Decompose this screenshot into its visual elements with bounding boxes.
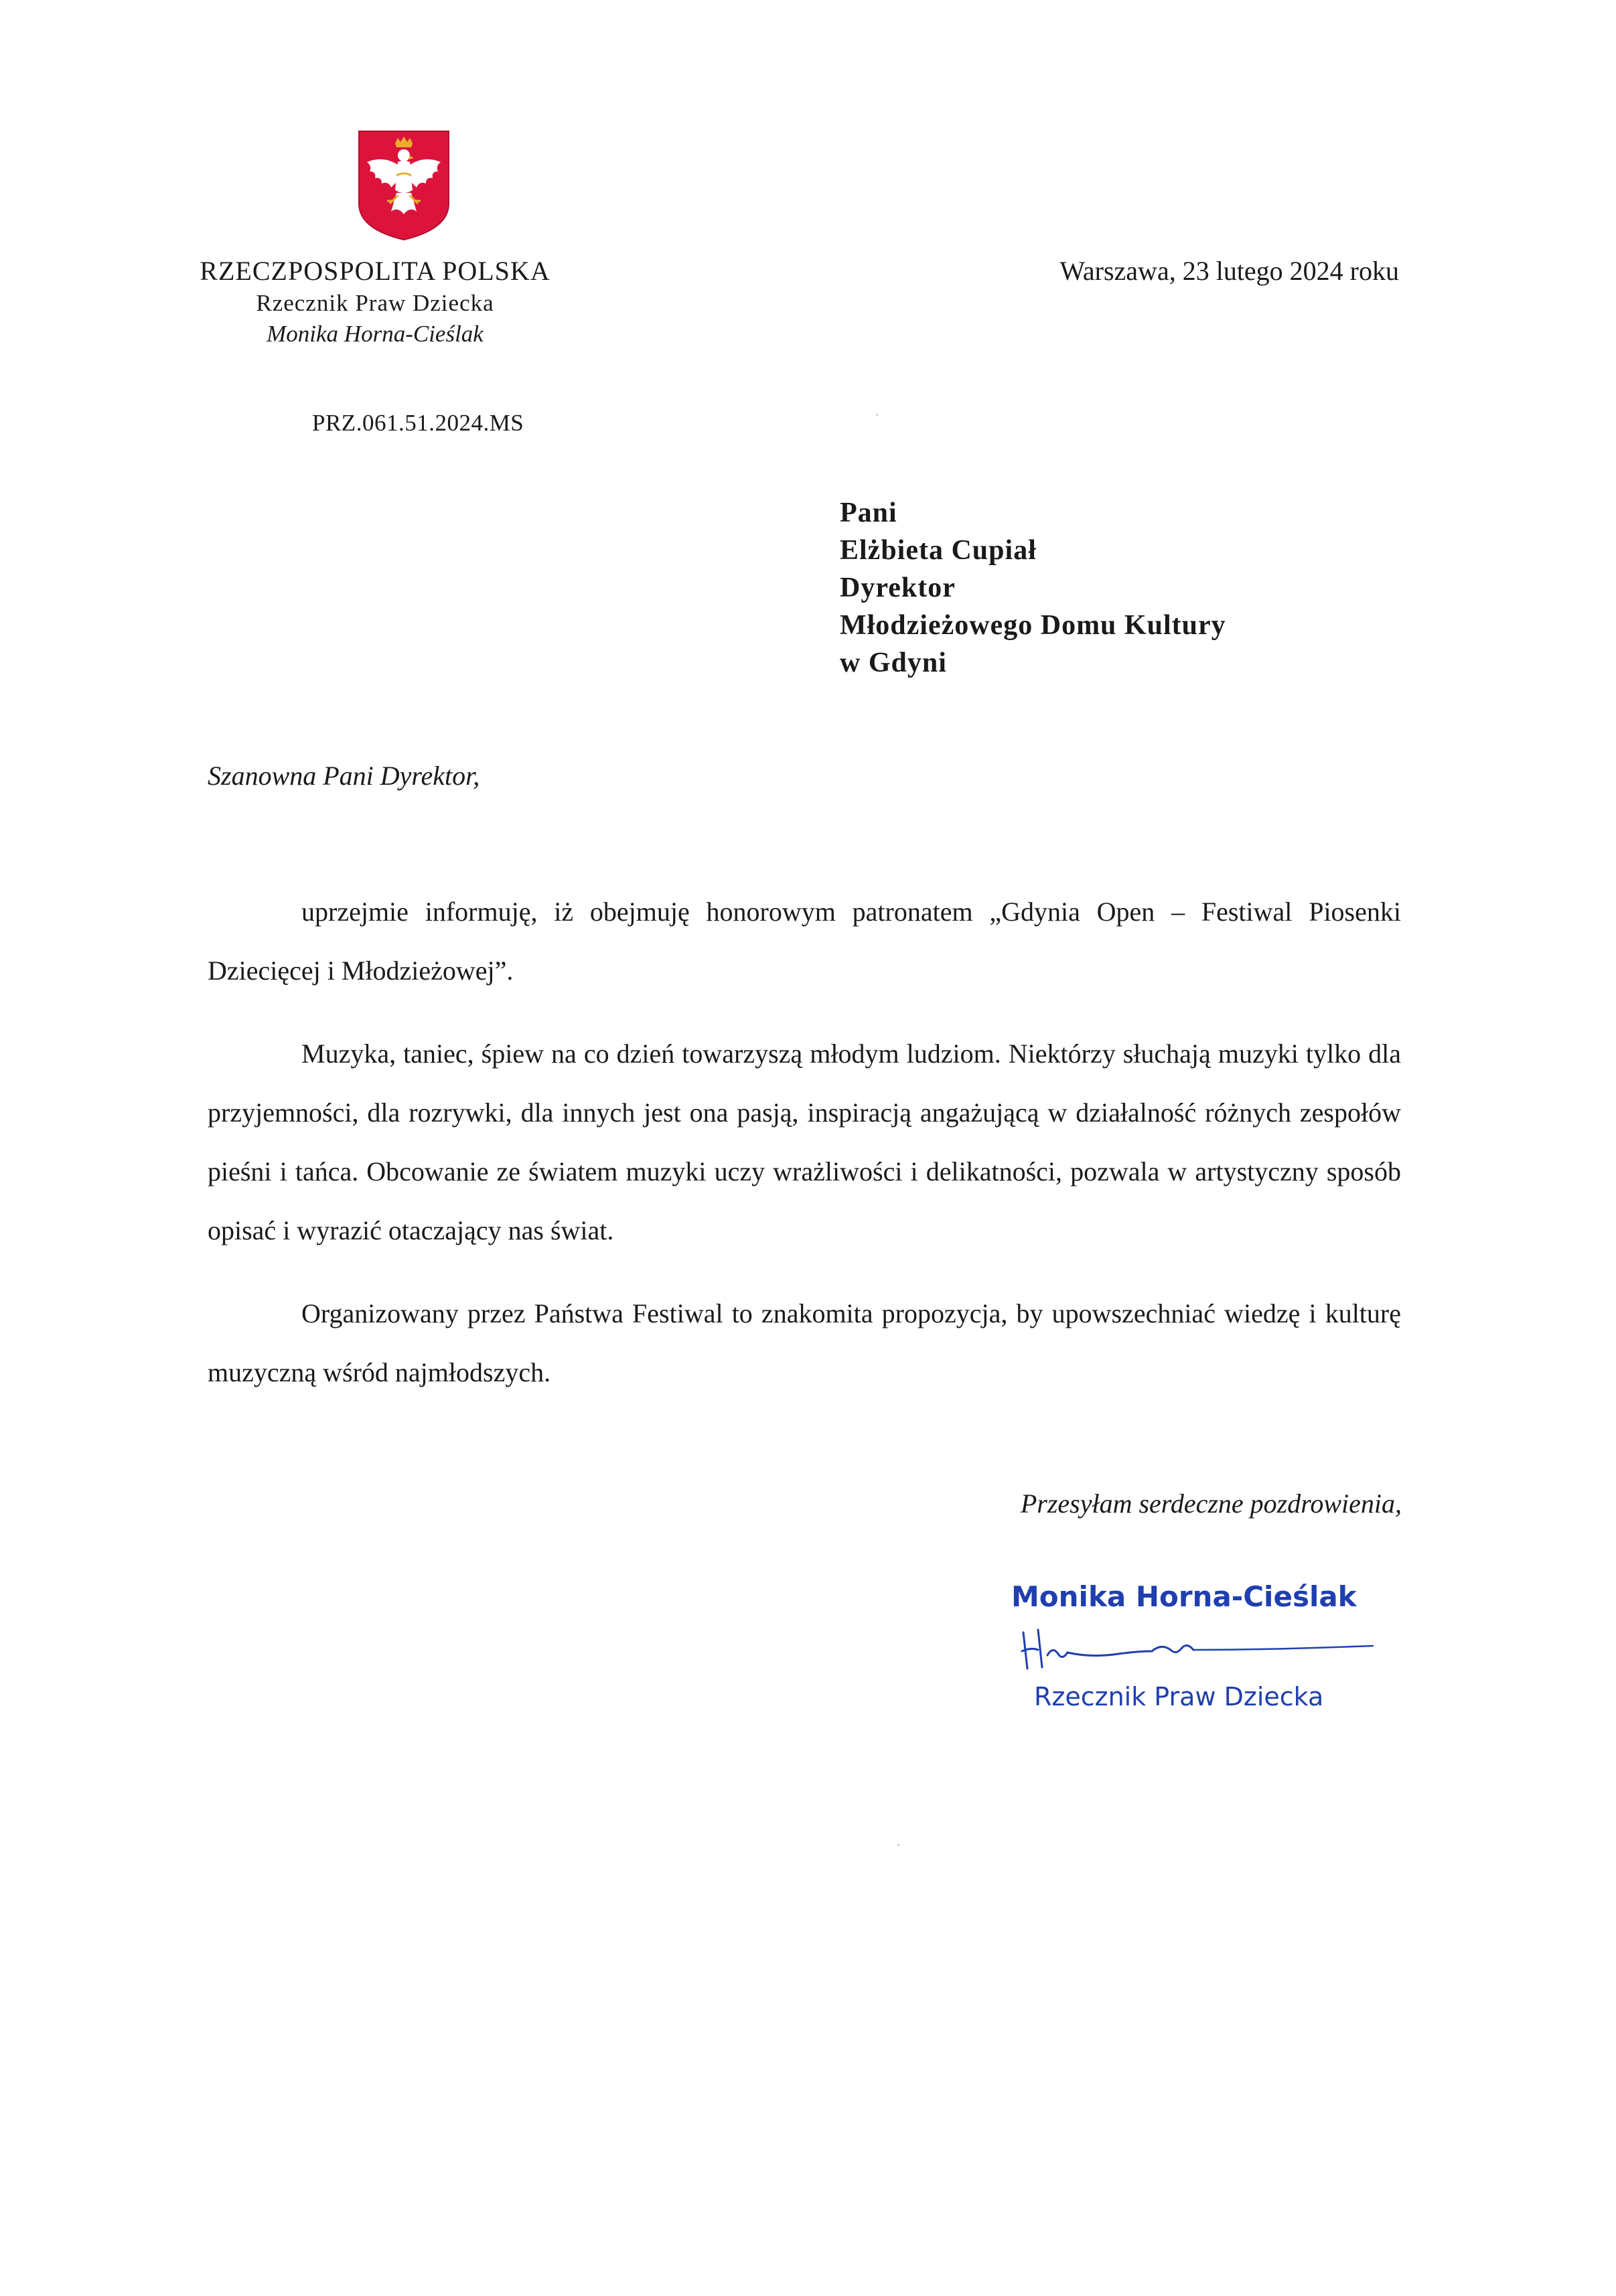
recipient-line: Elżbieta Cupiał	[840, 535, 1037, 566]
body-paragraph: Muzyka, taniec, śpiew na co dzień towarzyszą młodym ludziom. Niektórzy słuchają muzyki tylko dla przyjemności, dla rozrywki, dla innych jest ona pasją, inspiracją angażującą w działalność różnych zespołów pieśni i tańca. Obcowanie ze światem muzyki uczy wrażliwości i delikatności, pozwala w artystyczny sposób opisać i wyrazić otaczający nas świat.	[208, 1039, 1401, 1245]
body-paragraph: uprzejmie informuję, iż obejmuję honorowym patronatem „Gdynia Open – Festiwal Piosenki Dziecięcej i Młodzieżowej”.	[208, 897, 1401, 986]
polish-eagle-emblem-icon	[356, 129, 451, 242]
scan-speck	[876, 414, 878, 416]
recipient-line: Młodzieżowego Domu Kultury	[840, 610, 1226, 641]
scan-speck	[897, 1844, 899, 1846]
sender-block	[161, 254, 589, 350]
letter-body	[208, 883, 1401, 1426]
letter-date: Warszawa, 23 lutego 2024 roku	[1059, 256, 1399, 286]
signature-name: Monika Horna-Cieślak	[1011, 1580, 1357, 1613]
reference-number: PRZ.061.51.2024.MS	[312, 410, 524, 436]
org-person: Monika Horna-Cieślak	[267, 321, 484, 347]
handwritten-signature-icon	[1018, 1620, 1380, 1674]
org-subtitle: Rzecznik Praw Dziecka	[256, 290, 494, 316]
org-name: RZECZPOSPOLITA POLSKA	[200, 256, 550, 286]
recipient-line: w Gdyni	[840, 647, 947, 678]
salutation: Szanowna Pani Dyrektor,	[208, 761, 480, 791]
closing-line: Przesyłam serdeczne pozdrowienia,	[1020, 1488, 1402, 1519]
signature-title: Rzecznik Praw Dziecka	[1034, 1682, 1324, 1711]
body-paragraph: Organizowany przez Państwa Festiwal to znakomita propozycja, by upowszechniać wiedzę i kulturę muzyczną wśród najmłodszych.	[208, 1298, 1401, 1387]
recipient-line: Pani	[840, 498, 897, 528]
recipient-block	[840, 494, 1226, 682]
recipient-line: Dyrektor	[840, 572, 956, 603]
